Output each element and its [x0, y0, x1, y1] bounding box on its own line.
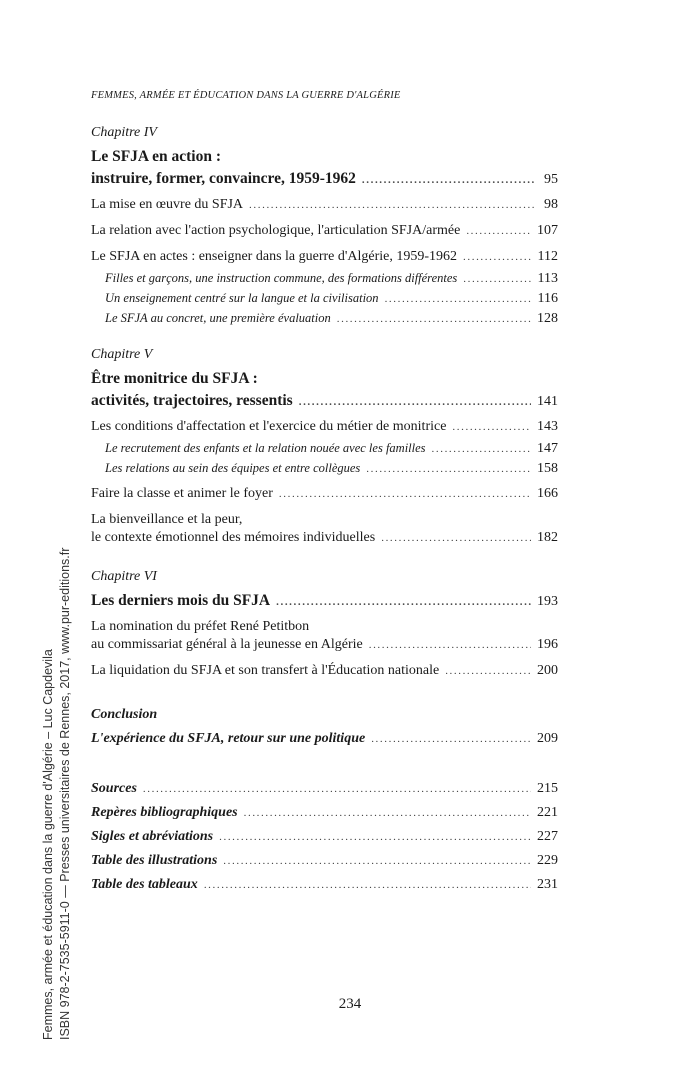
- leader-dots: [432, 440, 531, 458]
- page-ref: 193: [537, 594, 558, 609]
- entry-text: La mise en œuvre du SFJA: [91, 197, 244, 212]
- entry-text: le contexte émotionnel des mémoires individuelles: [91, 530, 376, 545]
- entry-text: Les derniers mois du SFJA: [91, 592, 271, 609]
- page-ref: 215: [537, 781, 558, 796]
- leader-dots: [337, 310, 531, 328]
- page-ref: 227: [537, 829, 558, 844]
- leader-dots: [219, 828, 531, 846]
- toc-entry[interactable]: [91, 196, 558, 214]
- toc-subentry[interactable]: [91, 439, 558, 457]
- entry-text: Repères bibliographiques: [91, 805, 238, 820]
- page-ref: 209: [537, 731, 558, 746]
- leader-dots: [445, 662, 531, 680]
- entry-text: activités, trajectoires, ressentis: [91, 392, 293, 409]
- leader-dots: [279, 485, 531, 503]
- chapter-label: Chapitre IV: [91, 125, 157, 140]
- page-ref: 158: [537, 461, 558, 476]
- entry-text: La relation avec l'action psychologique, l'articulation SFJA/armée: [91, 223, 461, 238]
- entry-text: Le recrutement des enfants et la relation nouée avec les familles: [105, 441, 426, 455]
- toc-entry[interactable]: [91, 248, 558, 266]
- chapter-title-line1: Le SFJA en action :: [91, 148, 222, 165]
- leader-dots: [452, 418, 531, 436]
- toc-subentry[interactable]: [91, 289, 558, 307]
- entry-text: L'expérience du SFJA, retour sur une politique: [91, 731, 366, 746]
- page-ref: 166: [537, 486, 558, 501]
- running-head: FEMMES, ARMÉE ET ÉDUCATION DANS LA GUERRE D'ALGÉRIE: [91, 90, 401, 101]
- back-matter-entry[interactable]: [91, 852, 558, 870]
- entry-text: Filles et garçons, une instruction commune, des formations différentes: [105, 271, 458, 285]
- toc-entry[interactable]: [91, 636, 558, 654]
- chapter-title[interactable]: [91, 592, 558, 610]
- conclusion-entry[interactable]: [91, 730, 558, 748]
- toc-entry[interactable]: [91, 529, 558, 547]
- page-ref: 231: [537, 877, 558, 892]
- chapter-label: Chapitre V: [91, 347, 153, 362]
- page-ref: 182: [537, 530, 558, 545]
- page-ref: 98: [544, 197, 558, 212]
- page-ref: 229: [537, 853, 558, 868]
- entry-text: La liquidation du SFJA et son transfert à l'Éducation nationale: [91, 663, 440, 678]
- leader-dots: [385, 290, 532, 308]
- page-ref: 112: [537, 249, 558, 264]
- side-credit-line2: ISBN 978-2-7535-5911-0 — Presses universitaires de Rennes, 2017, www.pur-editions.fr: [58, 547, 72, 1040]
- entry-text: Le SFJA au concret, une première évaluation: [105, 311, 331, 325]
- page-ref: 113: [537, 271, 558, 286]
- entry-text: Les relations au sein des équipes et entre collègues: [105, 461, 361, 475]
- toc-subentry[interactable]: [91, 309, 558, 327]
- leader-dots: [463, 248, 531, 266]
- leader-dots: [463, 270, 531, 288]
- page-ref: 95: [544, 172, 558, 187]
- leader-dots: [381, 529, 531, 547]
- back-matter-entry[interactable]: [91, 876, 558, 894]
- leader-dots: [366, 460, 531, 478]
- page-ref: 196: [537, 637, 558, 652]
- toc-entry-line1: La nomination du préfet René Petitbon: [91, 619, 310, 634]
- back-matter-entry[interactable]: [91, 804, 558, 822]
- entry-text: Un enseignement centré sur la langue et la civilisation: [105, 291, 379, 305]
- page-ref: 200: [537, 663, 558, 678]
- entry-text: Faire la classe et animer le foyer: [91, 486, 273, 501]
- page-number: 234: [338, 996, 362, 1012]
- entry-text: Table des illustrations: [91, 853, 218, 868]
- leader-dots: [362, 171, 534, 189]
- page-ref: 116: [537, 291, 558, 306]
- page-ref: 107: [537, 223, 558, 238]
- toc-entry-line1: La bienveillance et la peur,: [91, 512, 243, 527]
- entry-text: Le SFJA en actes : enseigner dans la guerre d'Algérie, 1959-1962: [91, 249, 458, 264]
- entry-text: au commissariat général à la jeunesse en Algérie: [91, 637, 363, 652]
- page-ref: 221: [537, 805, 558, 820]
- conclusion: [91, 706, 558, 748]
- back-matter-entry[interactable]: [91, 780, 558, 798]
- chapter-title-line2[interactable]: [91, 170, 558, 188]
- chapter-title-line2[interactable]: [91, 392, 558, 410]
- leader-dots: [466, 222, 531, 240]
- entry-text: Les conditions d'affectation et l'exercice du métier de monitrice: [91, 419, 447, 434]
- side-credit-line1: Femmes, armée et éducation dans la guerre d'Algérie – Luc Capdevila: [41, 649, 55, 1040]
- chapter-4: [91, 124, 558, 327]
- leader-dots: [369, 636, 531, 654]
- page-ref: 143: [537, 419, 558, 434]
- leader-dots: [143, 780, 531, 798]
- page-ref: 147: [537, 441, 558, 456]
- entry-text: Sigles et abréviations: [91, 829, 214, 844]
- toc-entry[interactable]: [91, 222, 558, 240]
- chapter-title-line1: Être monitrice du SFJA :: [91, 370, 258, 387]
- leader-dots: [244, 804, 531, 822]
- chapter-5: [91, 346, 558, 547]
- toc-subentry[interactable]: [91, 459, 558, 477]
- leader-dots: [371, 730, 531, 748]
- chapter-label: Chapitre VI: [91, 569, 157, 584]
- conclusion-label: Conclusion: [91, 707, 158, 722]
- leader-dots: [223, 852, 531, 870]
- entry-text: Sources: [91, 781, 137, 796]
- leader-dots: [299, 393, 531, 411]
- toc-subentry[interactable]: [91, 269, 558, 287]
- back-matter-entry[interactable]: [91, 828, 558, 846]
- entry-text: Table des tableaux: [91, 877, 198, 892]
- leader-dots: [276, 593, 531, 611]
- toc-entry[interactable]: [91, 485, 558, 503]
- toc-entry[interactable]: [91, 662, 558, 680]
- leader-dots: [204, 876, 531, 894]
- toc-entry[interactable]: [91, 418, 558, 436]
- entry-text: instruire, former, convaincre, 1959-1962: [91, 170, 356, 187]
- page-ref: 141: [537, 394, 558, 409]
- page-ref: 128: [537, 311, 558, 326]
- chapter-6: [91, 568, 558, 680]
- side-credit: [40, 548, 74, 1040]
- back-matter: [91, 780, 558, 894]
- leader-dots: [249, 196, 534, 214]
